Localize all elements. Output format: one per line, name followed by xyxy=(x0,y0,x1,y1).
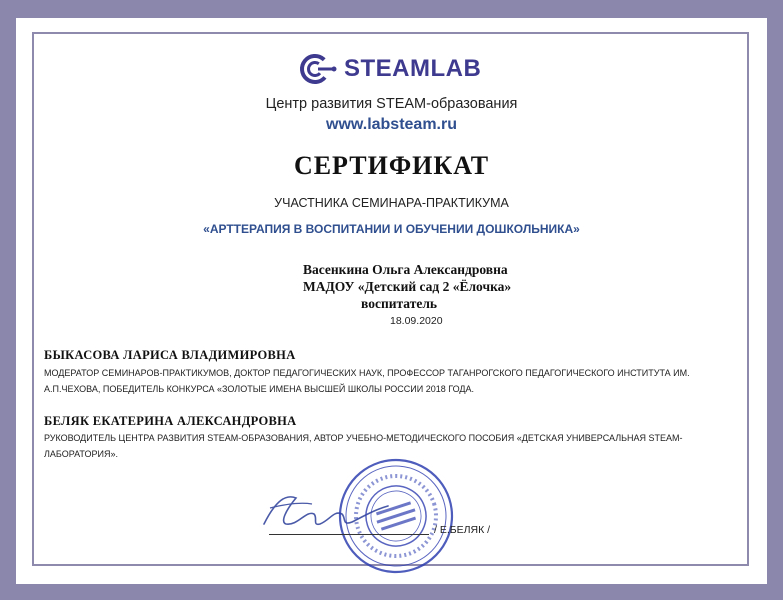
signature-caption: / Е.БЕЛЯК / xyxy=(434,524,491,536)
participant-name: Васенкина Ольга Александровна xyxy=(303,262,508,277)
participant-block xyxy=(303,261,511,312)
moderator-name: БЫКАСОВА ЛАРИСА ВЛАДИМИРОВНА xyxy=(44,348,296,362)
participant-organization: МАДОУ «Детский сад 2 «Ёлочка» xyxy=(303,279,512,294)
moderator-description xyxy=(44,365,734,397)
steamlab-c-logo-icon xyxy=(298,52,338,86)
logo-text: STEAMLAB xyxy=(344,55,482,82)
director-name: БЕЛЯК ЕКАТЕРИНА АЛЕКСАНДРОВНА xyxy=(44,414,297,428)
steamlab-logo xyxy=(298,52,481,86)
signature-line xyxy=(269,534,429,535)
seminar-title: «АРТТЕРАПИЯ В ВОСПИТАНИИ И ОБУЧЕНИИ ДОШКОЛЬНИКА» xyxy=(203,222,580,236)
moderator-description-line-2: А.П.ЧЕХОВА, ПОБЕДИТЕЛЬ КОНКУРСА «ЗОЛОТЫЕ ИМЕНА ВЫСШЕЙ ШКОЛЫ РОССИИ 2018 ГОДА. xyxy=(44,384,475,394)
certificate-subtitle: УЧАСТНИКА СЕМИНАРА-ПРАКТИКУМА xyxy=(274,196,509,210)
moderator-description-line-1: МОДЕРАТОР СЕМИНАРОВ-ПРАКТИКУМОВ, ДОКТОР ПЕДАГОГИЧЕСКИХ НАУК, ПРОФЕССОР ТАГАНРОГСКОГО ПЕДАГОГИЧЕСКОГО ИНСТИТУТА ИМ. xyxy=(44,368,690,378)
director-description-line-1: РУКОВОДИТЕЛЬ ЦЕНТРА РАЗВИТИЯ STEAM-ОБРАЗОВАНИЯ, АВТОР УЧЕБНО-МЕТОДИЧЕСКОГО ПОСОБИЯ «ДЕТСКАЯ УНИВЕРСАЛЬНАЯ STEAM- xyxy=(44,433,683,443)
center-subtitle: Центр развития STEAM-образования xyxy=(265,96,518,112)
organization-stamp-icon xyxy=(336,456,456,576)
certificate-title: СЕРТИФИКАТ xyxy=(293,151,490,180)
website-link[interactable]: www.labsteam.ru xyxy=(326,116,457,133)
director-description-line-2: ЛАБОРАТОРИЯ». xyxy=(44,449,118,459)
certificate-date: 18.09.2020 xyxy=(390,315,443,327)
certificate-sheet xyxy=(16,18,767,584)
participant-role: воспитатель xyxy=(361,296,438,311)
